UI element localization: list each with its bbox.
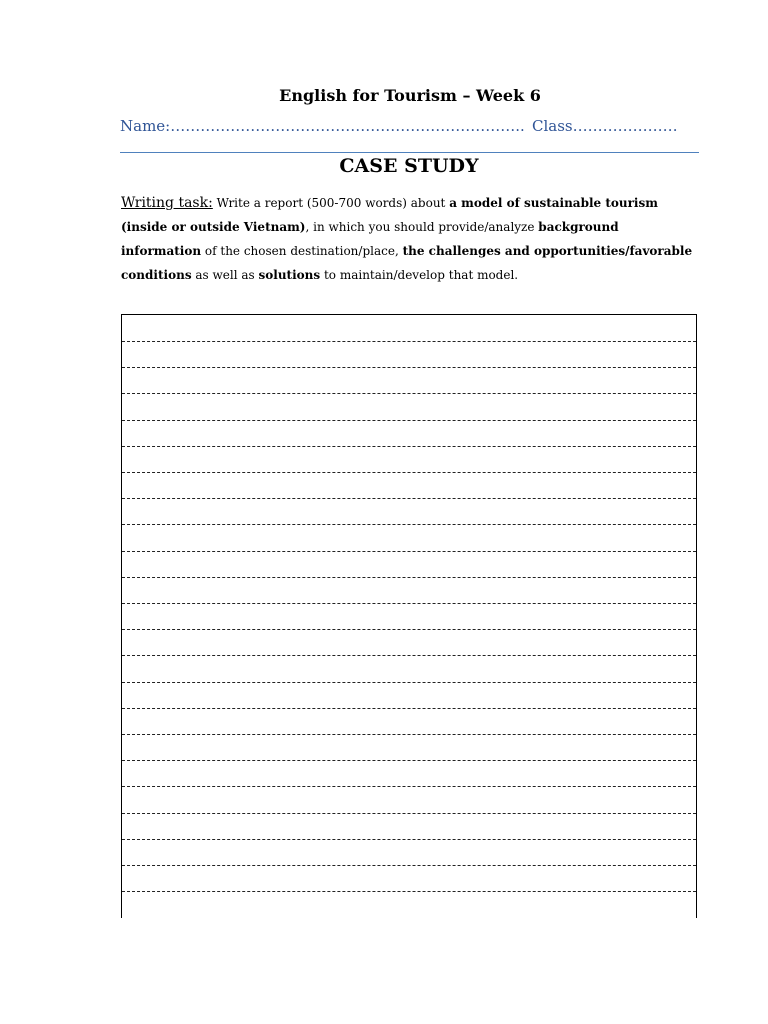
header-divider [120,152,699,153]
answer-writing-box[interactable] [121,314,697,918]
name-class-line [120,117,700,135]
task-text: to maintain/develop that model. [320,268,519,282]
task-text: of the chosen destination/place, [201,244,403,258]
writing-line [122,734,696,735]
writing-line [122,472,696,473]
writing-line [122,577,696,578]
task-text: , in which you should provide/analyze [305,220,539,234]
case-study-heading: CASE STUDY [339,155,479,177]
name-field[interactable]: Name:…………………………………………………………….. [120,117,525,135]
task-emphasis-topic: a model of sustainable tourism (inside or outside Vietnam) [121,196,658,234]
writing-line [122,786,696,787]
writing-line [122,551,696,552]
writing-line [122,446,696,447]
writing-line [122,760,696,761]
task-emphasis-background: background information [121,220,619,258]
task-emphasis-solutions: solutions [258,268,321,282]
writing-line [122,603,696,604]
writing-line [122,629,696,630]
task-emphasis-challenges: the challenges and opportunities/favorable conditions [121,244,693,282]
writing-line [122,655,696,656]
writing-line [122,865,696,866]
writing-line [122,813,696,814]
writing-task-label: Writing task: [121,195,213,211]
writing-line [122,524,696,525]
class-field[interactable]: Class………………… [532,117,678,135]
writing-task-paragraph [121,191,701,287]
writing-line [122,367,696,368]
writing-line [122,393,696,394]
writing-line [122,682,696,683]
writing-line [122,891,696,892]
task-text: Write a report (500-700 words) about [212,196,450,210]
writing-line [122,839,696,840]
task-text: as well as [191,268,259,282]
worksheet-title: English for Tourism – Week 6 [279,86,541,105]
writing-line [122,420,696,421]
writing-line [122,498,696,499]
writing-line [122,708,696,709]
writing-line [122,341,696,342]
